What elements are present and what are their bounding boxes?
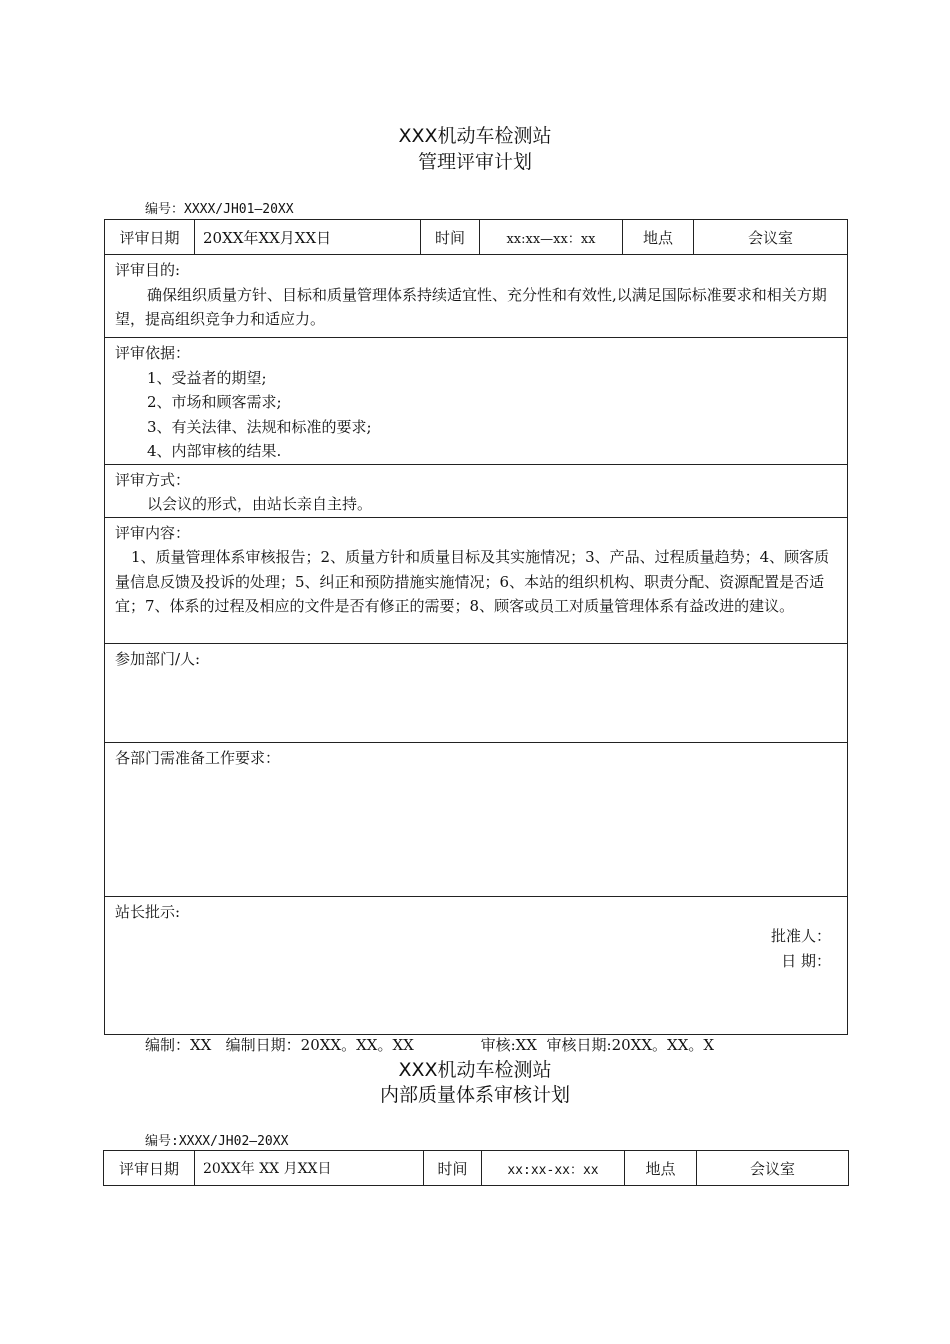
doc-title-2: 内部质量体系审核计划 [379, 1084, 570, 1106]
basis-item: 2、市场和顾客需求; [147, 393, 282, 411]
approval-section [105, 896, 848, 1034]
doc-number: 编号：XXXX/JH01—20XX [145, 202, 294, 217]
content-heading: 评审内容： [115, 523, 191, 542]
participants-section [105, 643, 848, 742]
review-date-value: 20XX年XX月XX日 [195, 220, 421, 255]
org-title: XXX机动车检测站 [398, 125, 552, 147]
place-value: 会议室 [694, 220, 848, 255]
approval-heading: 站长批示: [115, 902, 181, 921]
time-value-2: xx:xx-xx：xx [482, 1151, 625, 1186]
content-text: 1、质量管理体系审核报告；2、质量方针和质量目标及其实施情况；3、产品、过程质量趋势；4、顾客质量信息反馈及投诉的处理；5、纠正和预防措施实施情况；6、本站的组织机构、职责分配、资源配置是否适宜；7、体系的过程及相应的文件是否有修正的需要；8、顾客或员工对质量管理体系有益改进的建议。 [115, 548, 830, 615]
basis-item: 3、有关法律、法规和标准的要求; [147, 417, 372, 436]
review-date-label-2: 评审日期 [104, 1151, 195, 1186]
method-section [105, 464, 848, 517]
basis-section [105, 338, 848, 465]
purpose-section [105, 255, 848, 338]
approval-date-label: 日 期： [781, 951, 831, 970]
doc-number-2: 编号:XXXX/JH02—20XX [145, 1134, 289, 1149]
org-title-2: XXX机动车检测站 [398, 1059, 552, 1081]
preparation-heading: 各部门需准备工作要求： [115, 748, 281, 767]
preparation-section [105, 742, 848, 896]
place-label-2: 地点 [625, 1151, 697, 1186]
doc-title: 管理评审计划 [417, 151, 532, 173]
audit-plan-table [103, 1150, 849, 1186]
basis-item: 1、受益者的期望; [147, 368, 267, 387]
content-section [105, 517, 848, 643]
review-date-value-2: 20XX年 XX 月XX日 [195, 1151, 424, 1186]
time-label: 时间 [421, 220, 480, 255]
purpose-heading: 评审目的: [115, 261, 181, 279]
time-label-2: 时间 [424, 1151, 482, 1186]
review-date-label: 评审日期 [105, 220, 195, 255]
approver-label: 批准人： [770, 927, 831, 945]
method-text: 以会议的形式，由站长亲自主持。 [147, 495, 373, 513]
basis-heading: 评审依据： [115, 344, 191, 362]
basis-item: 4、内部审核的结果. [147, 442, 282, 460]
place-label: 地点 [623, 220, 694, 255]
review-plan-table [104, 219, 848, 1035]
place-value-2: 会议室 [697, 1151, 849, 1186]
doc-footer: 编制：XX 编制日期：20XX。XX。XX 审核:XX 审核日期:20XX。XX。X [145, 1036, 715, 1054]
time-value: xx:xx—xx：xx [480, 220, 623, 255]
method-heading: 评审方式： [115, 470, 191, 489]
purpose-text: 确保组织质量方针、目标和质量管理体系持续适宜性、充分性和有效性,以满足国际标准要求和相关方期望，提高组织竞争力和适应力。 [115, 285, 827, 328]
participants-heading: 参加部门/人: [115, 649, 201, 668]
